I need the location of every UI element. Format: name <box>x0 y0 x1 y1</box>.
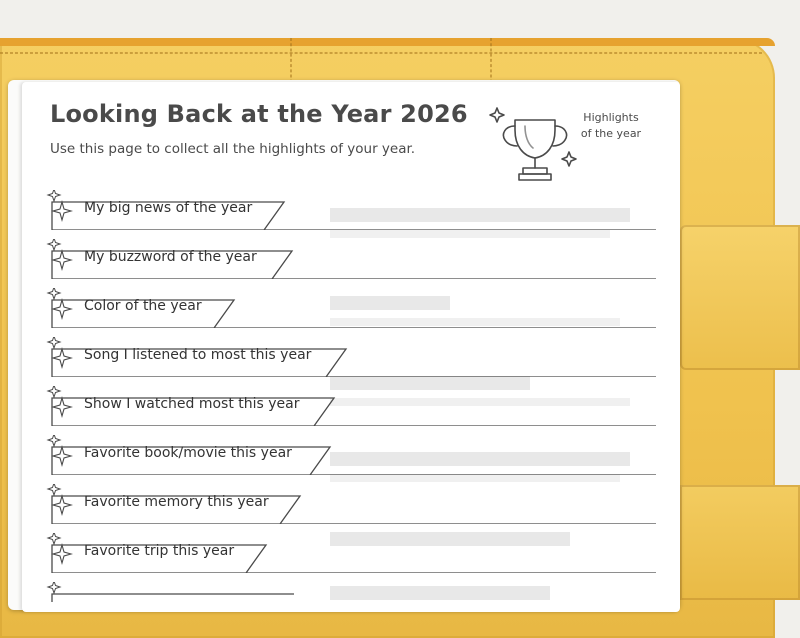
highlight-row[interactable] <box>44 288 664 328</box>
closure-strap <box>680 225 800 370</box>
sparkle-icon <box>53 398 71 416</box>
page-title: Looking Back at the Year 2026 <box>50 100 468 128</box>
pen-loop <box>680 485 800 600</box>
highlight-row[interactable] <box>44 190 664 230</box>
sparkle-icon <box>53 202 71 220</box>
page-subtitle: Use this page to collect all the highlights of your year. <box>50 141 416 157</box>
row-label: Show I watched most this year <box>84 396 300 412</box>
sparkle-icon <box>53 251 71 269</box>
row-banner <box>44 582 664 602</box>
sparkle-icon <box>53 300 71 318</box>
highlight-row[interactable] <box>44 386 664 426</box>
highlight-row[interactable] <box>44 533 664 573</box>
sparkle-icon <box>53 447 71 465</box>
row-label: Song I listened to most this year <box>84 347 312 363</box>
cover-edge <box>0 38 775 46</box>
highlight-row[interactable] <box>44 435 664 475</box>
row-label: Favorite memory this year <box>84 494 269 510</box>
row-label: Favorite book/movie this year <box>84 445 292 461</box>
row-label: My big news of the year <box>84 200 253 216</box>
highlight-row[interactable] <box>44 239 664 279</box>
highlight-row[interactable] <box>44 484 664 524</box>
highlight-rows <box>44 190 664 600</box>
row-label: Color of the year <box>84 298 202 314</box>
row-label: Favorite trip this year <box>84 543 235 559</box>
sparkle-icon <box>53 349 71 367</box>
sparkle-icon <box>53 496 71 514</box>
highlight-row[interactable] <box>44 337 664 377</box>
cover-stitching <box>0 52 762 54</box>
highlight-row-partial[interactable] <box>44 582 664 622</box>
sparkle-icon <box>53 545 71 563</box>
row-label: My buzzword of the year <box>84 249 257 265</box>
badge-label: Highlights of the year <box>580 111 642 140</box>
